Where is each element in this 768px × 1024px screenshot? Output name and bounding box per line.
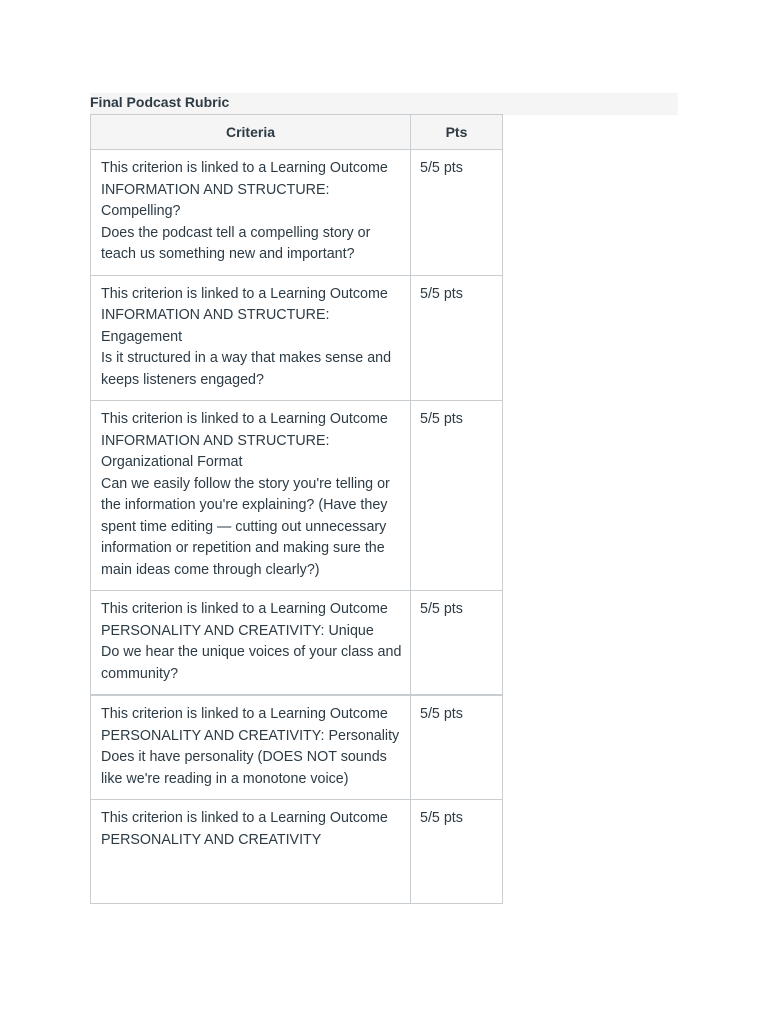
criteria-column-header: Criteria (91, 115, 411, 150)
learning-outcome-link-note: This criterion is linked to a Learning Outcome (101, 601, 388, 617)
criterion-cell (91, 591, 411, 696)
criterion-points: 5/5 pts (411, 591, 503, 696)
table-row (91, 800, 503, 904)
table-row (91, 150, 503, 276)
rubric-header-row (91, 115, 503, 150)
criterion-description: Does the podcast tell a compelling story or teach us something new and important? (101, 224, 371, 262)
criterion-name: INFORMATION AND STRUCTURE: Engagement (101, 307, 330, 345)
criterion-cell (91, 401, 411, 591)
criterion-name: PERSONALITY AND CREATIVITY (101, 831, 322, 848)
criterion-cell (91, 695, 411, 800)
learning-outcome-link-note: This criterion is linked to a Learning Outcome (101, 285, 388, 302)
table-row (91, 591, 503, 696)
criterion-points: 5/5 pts (411, 275, 503, 401)
learning-outcome-link-note: This criterion is linked to a Learning Outcome (101, 706, 388, 722)
criterion-cell (91, 150, 411, 276)
criterion-cell (91, 275, 411, 401)
criterion-name: PERSONALITY AND CREATIVITY: Personality (101, 727, 400, 744)
criterion-description: Do we hear the unique voices of your class and community? (101, 644, 402, 682)
pts-column-header: Pts (411, 115, 503, 150)
criterion-description: Does it have personality (DOES NOT sounds like we're reading in a monotone voice) (101, 749, 387, 787)
table-row (91, 401, 503, 591)
criterion-points: 5/5 pts (411, 800, 503, 904)
criterion-points: 5/5 pts (411, 695, 503, 800)
rubric-title-bar (90, 93, 678, 115)
criterion-points: 5/5 pts (411, 150, 503, 276)
learning-outcome-link-note: This criterion is linked to a Learning Outcome (101, 411, 388, 427)
rubric-table (90, 114, 503, 904)
criterion-name: INFORMATION AND STRUCTURE: Organizational Format (101, 432, 330, 470)
learning-outcome-link-note: This criterion is linked to a Learning Outcome (101, 810, 388, 826)
criterion-name: PERSONALITY AND CREATIVITY: Unique (101, 622, 374, 639)
criterion-description: Is it structured in a way that makes sense and keeps listeners engaged? (101, 350, 392, 388)
criterion-name: INFORMATION AND STRUCTURE: Compelling? (101, 181, 330, 219)
criterion-points: 5/5 pts (411, 401, 503, 591)
table-row (91, 695, 503, 800)
criterion-cell (91, 800, 411, 904)
rubric-title: Final Podcast Rubric (90, 94, 230, 110)
criterion-description: Can we easily follow the story you're telling or the information you're explaining? (Have they spent time editing — cutting out unnecessary information or repetition and making sure the main ideas come through clearly?) (101, 475, 390, 578)
table-row (91, 275, 503, 401)
learning-outcome-link-note: This criterion is linked to a Learning Outcome (101, 160, 388, 176)
